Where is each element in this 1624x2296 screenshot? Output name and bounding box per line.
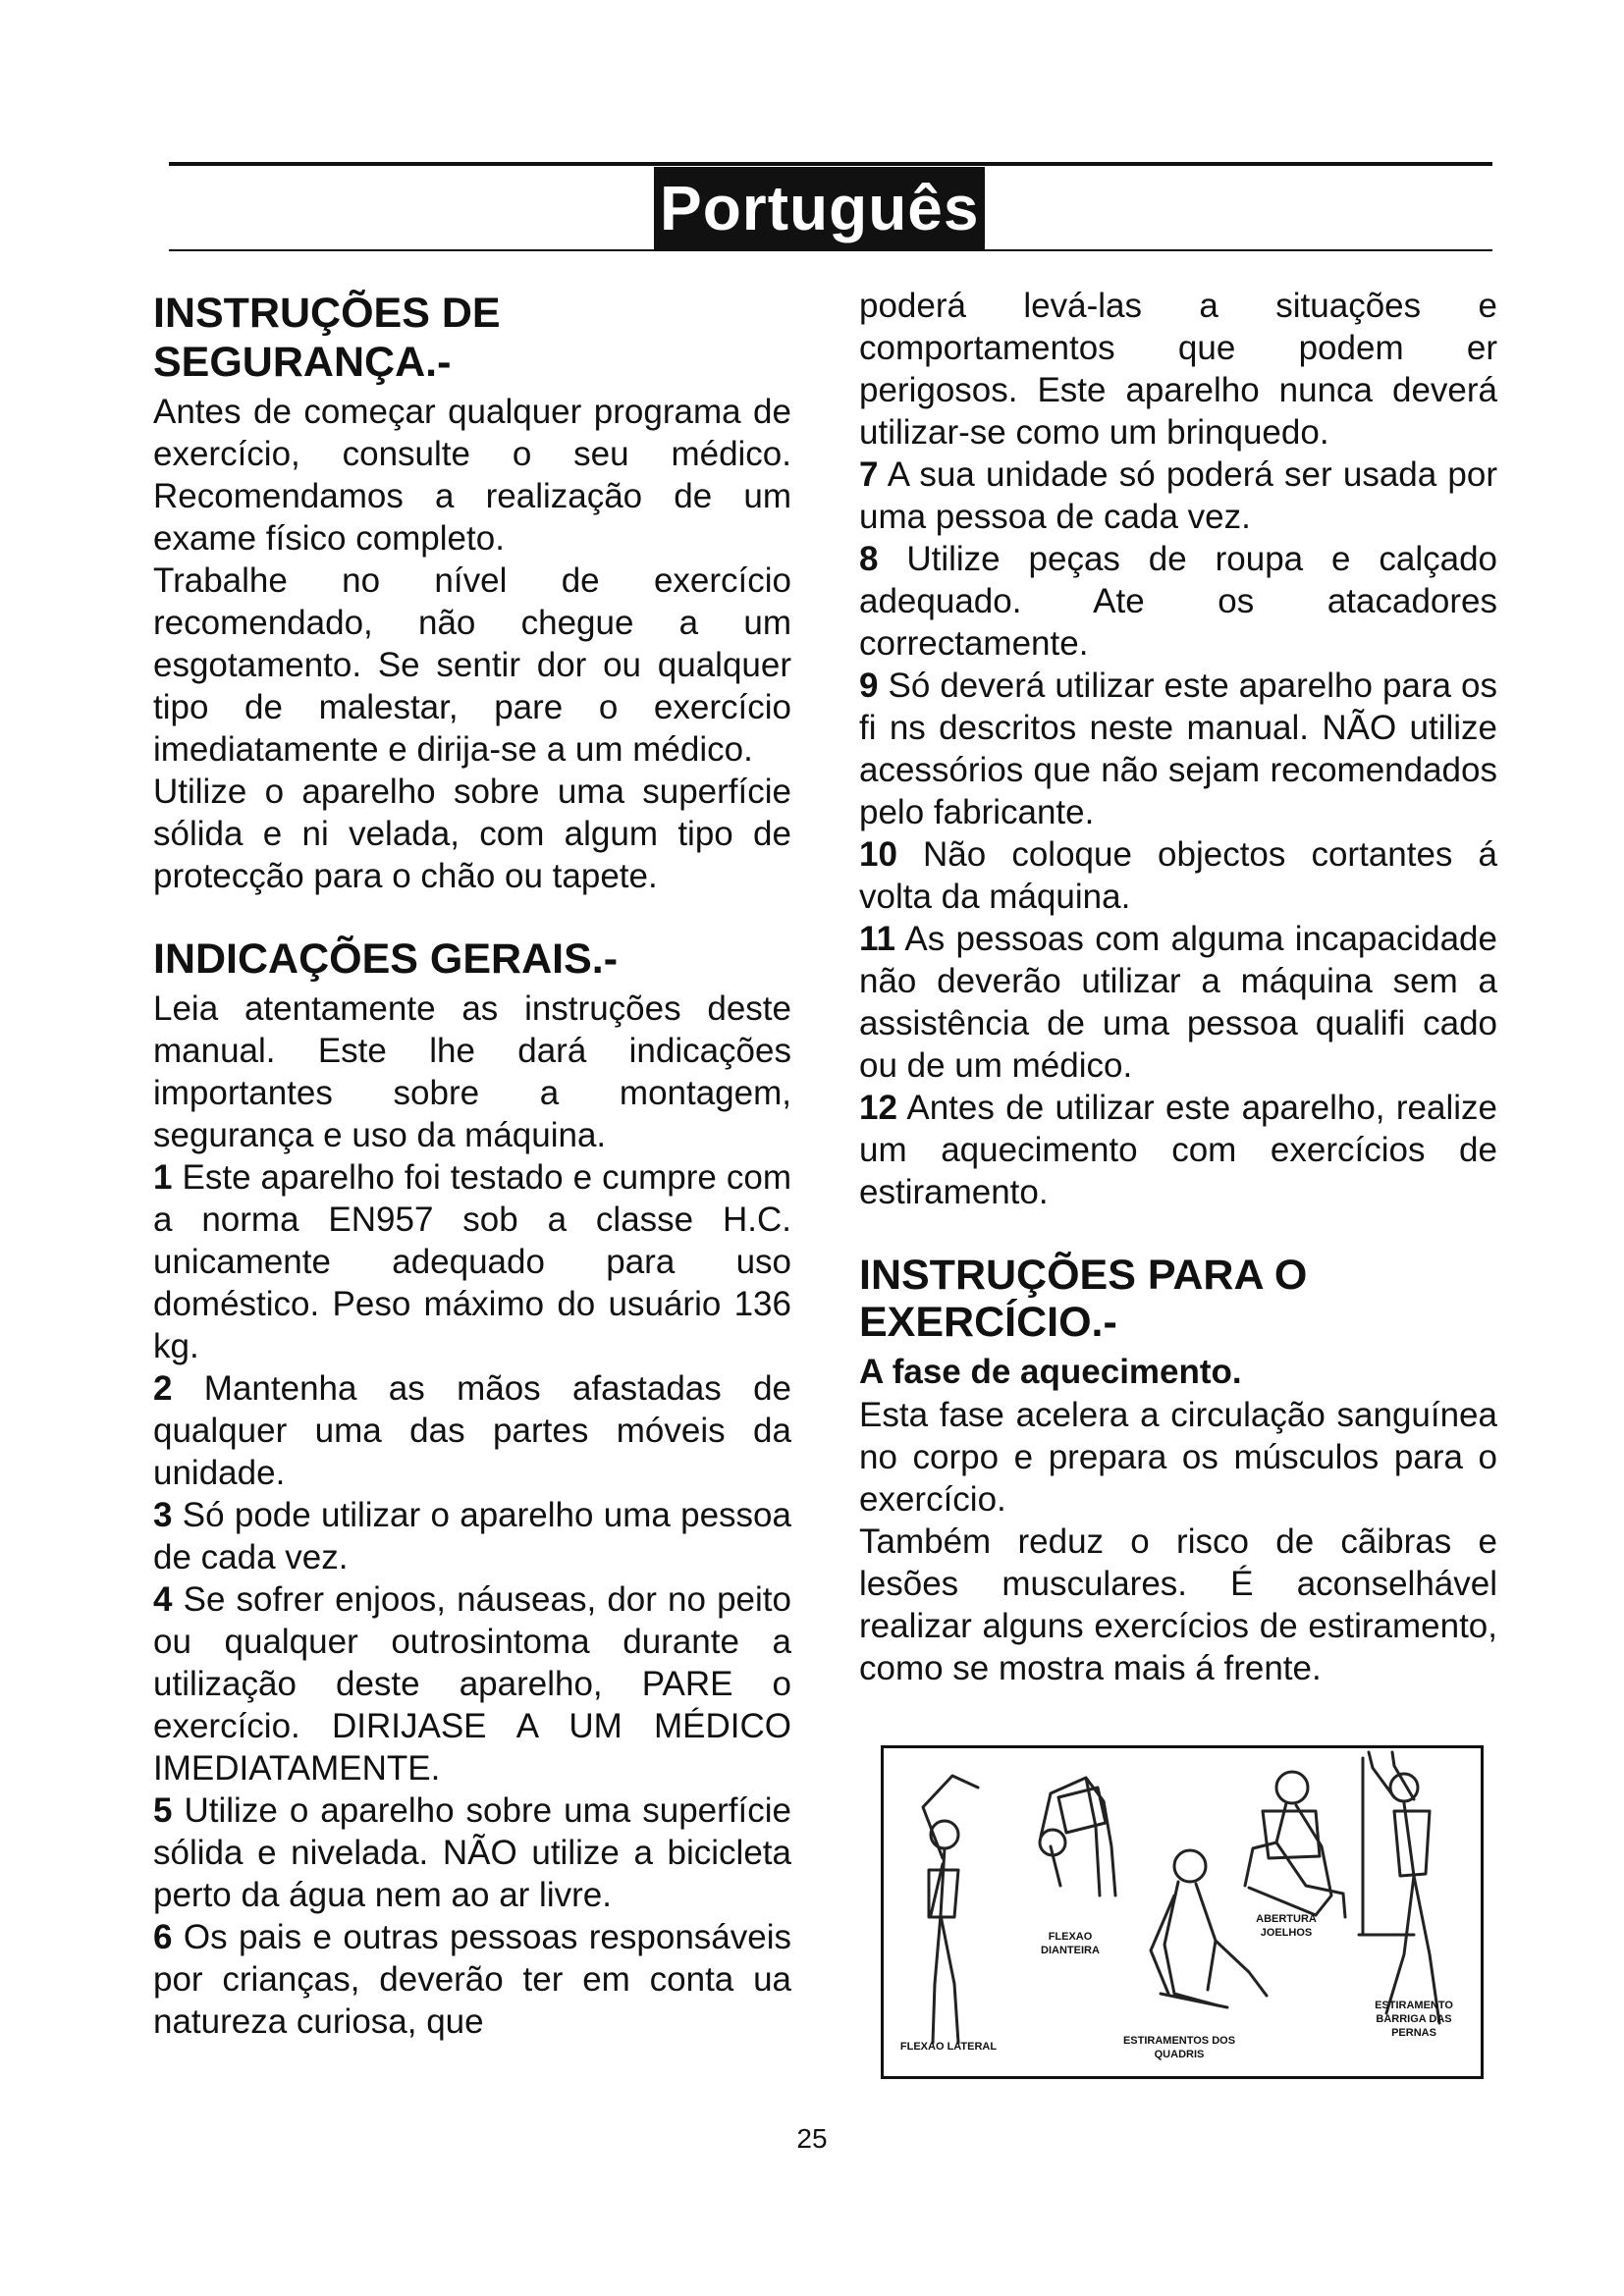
- list-item: [859, 833, 1497, 918]
- list-item: [859, 665, 1497, 833]
- label-forward-bend-1: FLEXAO: [1048, 1931, 1093, 1943]
- list-item: [153, 1916, 791, 2043]
- label-hips-2: QUADRIS: [1154, 2049, 1205, 2060]
- continued-paragraph: poderá levá-las a situações e comportamentos que podem er perigosos. Este aparelho nunca deverá utilizar-se como um brinquedo.: [859, 287, 1497, 452]
- forward-bend-figure: [1040, 1778, 1115, 1896]
- label-lateral-bend: FLEXAO LATERAL: [899, 2041, 998, 2053]
- list-item: [153, 1578, 791, 1789]
- item-text: Este aparelho foi testado e cumpre com a norma EN957 sob a classe H.C. unicamente adequado para uso doméstico. Peso máximo do usuário 136 kg.: [153, 1158, 791, 1365]
- item-text: Só deverá utilizar este aparelho para os fi ns descritos neste manual. NÃO utilize acessórios que não sejam recomendados pelo fabricante.: [859, 667, 1497, 831]
- warmup-subheading: A fase de aquecimento.: [859, 1353, 1242, 1391]
- item-number: 12: [859, 1089, 897, 1127]
- warmup-paragraph: Também reduz o risco de cãibras e lesões musculares. É aconselhável realizar alguns exercícios de estiramento, como se mostra mais á frente.: [859, 1522, 1497, 1687]
- language-title: Português: [654, 167, 985, 249]
- list-item: [859, 454, 1497, 538]
- general-heading: INDICAÇÕES GERAIS.-: [153, 935, 619, 983]
- item-number: 3: [153, 1496, 173, 1534]
- item-number: 2: [153, 1369, 173, 1408]
- item-number: 10: [859, 835, 897, 874]
- item-number: 6: [153, 1918, 173, 1956]
- item-text: Se sofrer enjoos, náuseas, dor no peito ou qualquer outrosintoma durante a utilização deste aparelho, PARE o exercício. DIRIJASE A UM MÉDICO IMEDIATAMENTE.: [153, 1580, 791, 1788]
- item-number: 5: [153, 1791, 173, 1830]
- lateral-bend-figure: [923, 1776, 978, 2043]
- item-number: 11: [859, 920, 895, 958]
- list-item: [153, 1789, 791, 1916]
- item-number: 1: [153, 1158, 173, 1197]
- page-number: 25: [796, 2123, 828, 2154]
- calf-stretch-figure: [1359, 1752, 1439, 2023]
- item-text: Mantenha as mãos afastadas de qualquer uma das partes móveis da unidade.: [153, 1369, 791, 1492]
- item-text: Utilize peças de roupa e calçado adequado. Ate os atacadores correctamente.: [859, 540, 1497, 663]
- item-text: Utilize o aparelho sobre uma superfície sólida e nivelada. NÃO utilize a bicicleta perto da água nem ao ar livre.: [153, 1791, 791, 1914]
- safety-paragraph: Antes de começar qualquer programa de exercício, consulte o seu médico. Recomendamos a realização de um exame físico completo.: [153, 393, 791, 558]
- label-calves-2: BARRIGA DAS: [1376, 2013, 1452, 2025]
- right-column: [859, 285, 1497, 1689]
- safety-paragraph: Utilize o aparelho sobre uma superfície sólida e ni velada, com algum tipo de protecção para o chão ou tapete.: [153, 773, 791, 895]
- list-item: [859, 1087, 1497, 1213]
- exercise-heading-line2: EXERCÍCIO.-: [859, 1299, 1117, 1346]
- warmup-paragraph: Esta fase acelera a circulação sanguínea no corpo e prepara os músculos para o exercício.: [859, 1396, 1497, 1519]
- item-number: 8: [859, 540, 879, 578]
- knees-opening-figure: [1245, 1772, 1345, 1917]
- item-text: Antes de utilizar este aparelho, realize um aquecimento com exercícios de estiramento.: [859, 1089, 1497, 1211]
- list-item: [153, 1367, 791, 1494]
- item-text: A sua unidade só poderá ser usada por uma pessoa de cada vez.: [859, 455, 1497, 536]
- list-item: [153, 1156, 791, 1367]
- item-number: 9: [859, 667, 879, 705]
- list-item: [859, 538, 1497, 665]
- left-column: [153, 285, 791, 2043]
- header-rule-bottom: [169, 249, 1492, 251]
- item-text: Não coloque objectos cortantes á volta da máquina.: [859, 835, 1497, 916]
- item-text: Os pais e outras pessoas responsáveis por crianças, deverão ter em conta ua natureza curiosa, que: [153, 1918, 791, 2041]
- label-knees-1: ABERTURA: [1256, 1913, 1317, 1925]
- exercise-heading-line1: INSTRUÇÕES PARA O: [859, 1252, 1308, 1299]
- safety-heading: INSTRUÇÕES DE SEGURANÇA.-: [153, 290, 501, 386]
- safety-paragraph: Trabalhe no nível de exercício recomendado, não chegue a um esgotamento. Se sentir dor ou qualquer tipo de malestar, pare o exercício imediatamente e dirija-se a um médico.: [153, 561, 791, 769]
- label-knees-2: JOELHOS: [1260, 1927, 1313, 1939]
- label-calves-1: ESTIRAMENTO: [1375, 2000, 1453, 2011]
- label-hips-1: ESTIRAMENTOS DOS: [1122, 2035, 1236, 2047]
- list-item: [153, 1494, 791, 1578]
- label-calves-3: PERNAS: [1391, 2027, 1436, 2039]
- stretching-exercises-figure: [881, 1745, 1484, 2079]
- item-number: 4: [153, 1580, 173, 1619]
- item-text: Só pode utilizar o aparelho uma pessoa de cada vez.: [153, 1496, 791, 1576]
- item-text: As pessoas com alguma incapacidade não deverão utilizar a máquina sem a assistência de uma pessoa qualifi cado ou de um médico.: [859, 920, 1497, 1085]
- general-intro: Leia atentamente as instruções deste manual. Este lhe dará indicações importantes sobre a montagem, segurança e uso da máquina.: [153, 989, 791, 1154]
- label-forward-bend-2: DIANTEIRA: [1041, 1945, 1100, 1956]
- header-rule-top: [169, 162, 1492, 166]
- list-item: [859, 918, 1497, 1087]
- item-number: 7: [859, 455, 879, 494]
